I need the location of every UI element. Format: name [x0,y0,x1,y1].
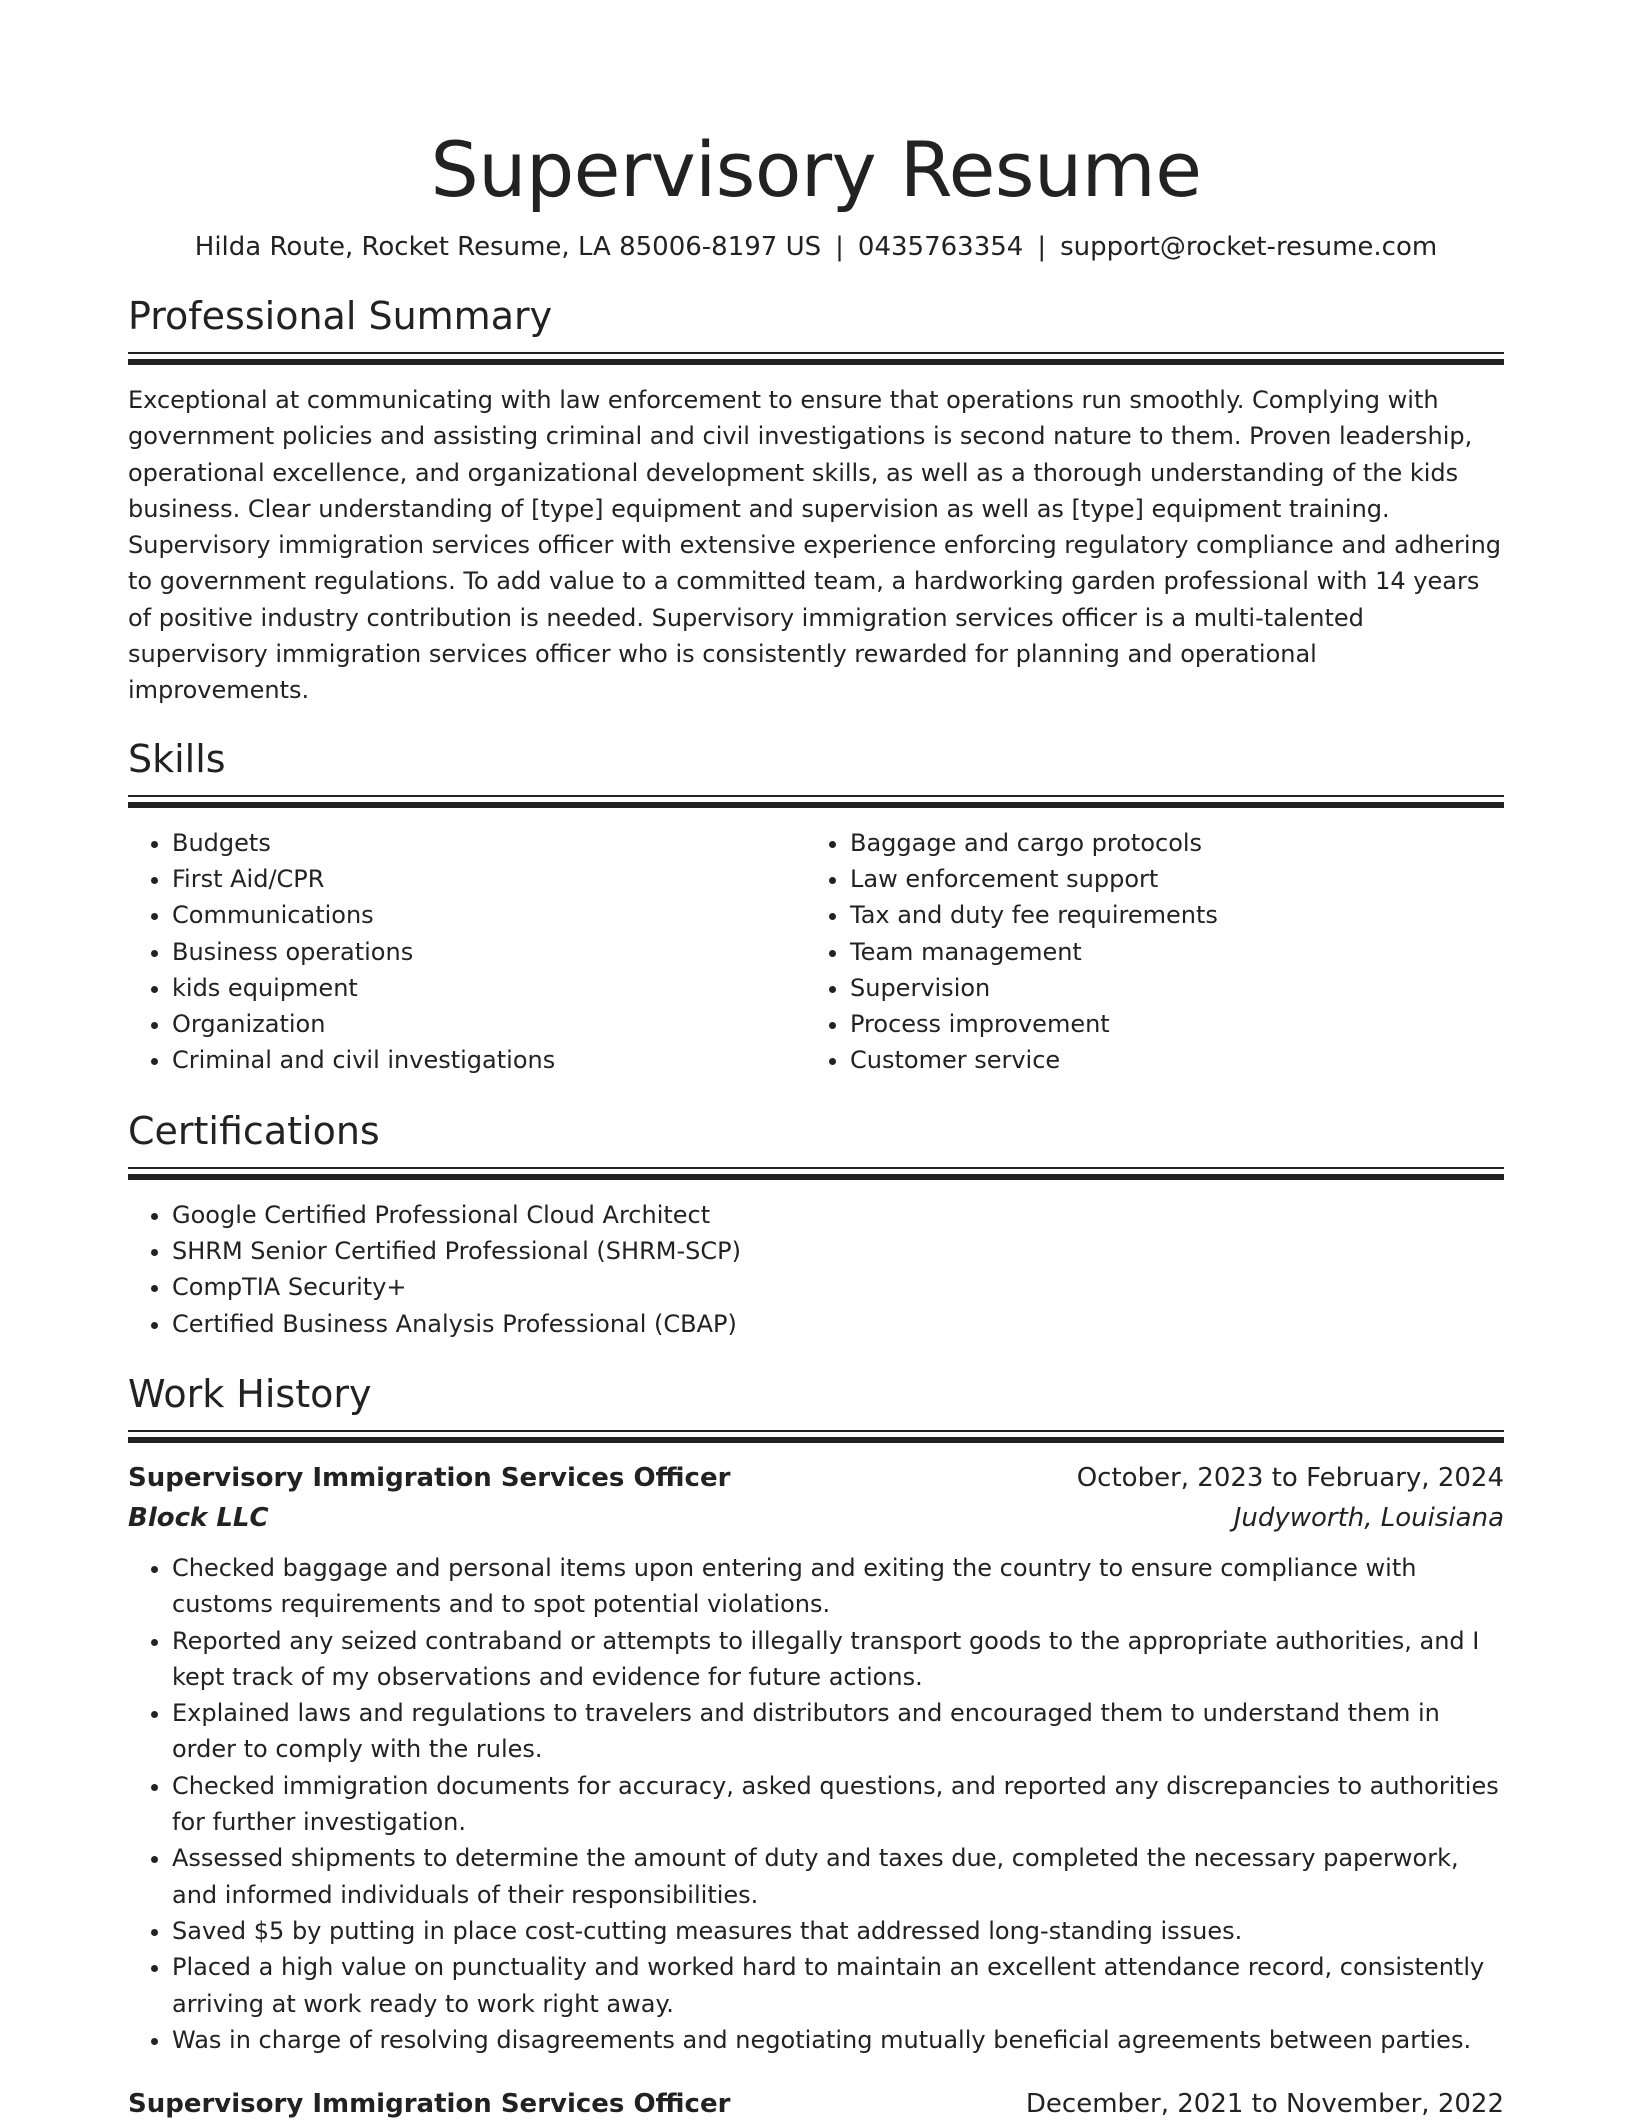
certification-item: • Certified Business Analysis Professional (CBAP) [172,1306,1504,1342]
job-header [128,2084,1504,2124]
job-bullet: • Was in charge of resolving disagreements and negotiating mutually beneficial agreements between parties. [172,2022,1504,2058]
work-history-section [128,1370,1504,2124]
work-history-heading: Work History [128,1371,372,1416]
job-entry [128,2084,1504,2124]
summary-heading: Professional Summary [128,294,553,338]
skill-item: • Communications [172,897,806,933]
skill-item: • Supervision [850,970,1484,1006]
skills-list-right [806,825,1484,1079]
skills-section [128,735,1504,1079]
skill-item: • First Aid/CPR [172,861,806,897]
skill-item: • Organization [172,1006,806,1042]
job-dates: December, 2021 to November, 2022 [1025,2089,1504,2120]
section-divider [128,1430,1504,1442]
certifications-heading: Certifications [128,1108,380,1153]
resume-page [128,0,1504,2124]
job-bullet: • Checked immigration documents for accuracy, asked questions, and reported any discrepancies to authorities for further investigation. [172,1768,1504,1841]
skill-item: • Baggage and cargo protocols [850,825,1484,861]
skill-item: • Law enforcement support [850,861,1484,897]
skill-item: • Criminal and civil investigations [172,1042,806,1078]
job-bullet: • Placed a high value on punctuality and worked hard to maintain an excellent attendance record, consistently arriving at work ready to work right away. [172,1949,1504,2022]
job-entry [128,1458,1504,2058]
contact-email: support@rocket-resume.com [1060,232,1438,262]
job-subheader [128,1498,1504,1538]
job-dates: October, 2023 to February, 2024 [1076,1462,1504,1493]
skills-grid [128,807,1504,1079]
job-title: Supervisory Immigration Services Officer [128,1462,731,1493]
certification-item: • Google Certified Professional Cloud Architect [172,1197,1504,1233]
contact-separator: | [835,232,844,262]
section-divider [128,795,1504,807]
job-bullet: • Checked baggage and personal items upon entering and exiting the country to ensure compliance with customs requirements and to spot potential violations. [172,1550,1504,1623]
section-divider [128,1167,1504,1179]
certification-item: • SHRM Senior Certified Professional (SHRM-SCP) [172,1233,1504,1269]
resume-title: Supervisory Resume [430,125,1202,214]
certifications-list [128,1197,1504,1342]
skill-item: • Process improvement [850,1006,1484,1042]
job-bullet: • Explained laws and regulations to travelers and distributors and encouraged them to understand them in order to comply with the rules. [172,1695,1504,1768]
contact-phone: 0435763354 [857,232,1024,262]
skill-item: • Customer service [850,1042,1484,1078]
summary-section [128,292,1504,709]
skill-item: • Tax and duty fee requirements [850,897,1484,933]
skill-item: • Business operations [172,934,806,970]
skill-item: • kids equipment [172,970,806,1006]
skills-heading: Skills [128,736,226,781]
job-bullet: • Saved $5 by putting in place cost-cutting measures that addressed long-standing issues. [172,1913,1504,1949]
certification-item: • CompTIA Security+ [172,1269,1504,1305]
section-divider [128,352,1504,364]
summary-text: Exceptional at communicating with law enforcement to ensure that operations run smoothly. Complying with government policies and assisting criminal and civil investigations is second nature to them. Proven leadership, operational excellence, and organizational development skills, as well as a thorough understanding of the kids business. Clear understanding of [type] equipment and supervision as well as [type] equipment training. Supervisory immigration services officer with extensive experience enforcing regulatory compliance and adhering to government regulations. To add value to a committed team, a hardworking garden professional with 14 years of positive industry contribution is needed. Supervisory immigration services officer is a multi-talented supervisory immigration services officer who is consistently rewarded for planning and operational improvements. [128,386,1502,705]
skill-item: • Budgets [172,825,806,861]
contact-line [128,230,1504,264]
skill-item: • Team management [850,934,1484,970]
job-company: Block LLC [128,1502,269,1533]
job-bullet: • Reported any seized contraband or attempts to illegally transport goods to the appropriate authorities, and I kept track of my observations and evidence for future actions. [172,1623,1504,1696]
contact-separator: | [1037,232,1047,262]
contact-address: Hilda Route, Rocket Resume, LA 85006-8197 US [194,232,822,262]
skills-list-left [128,825,806,1079]
certifications-section [128,1107,1504,1342]
job-location: Judyworth, Louisiana [1233,1502,1504,1533]
job-bullet: • Assessed shipments to determine the amount of duty and taxes due, completed the necessary paperwork, and informed individuals of their responsibilities. [172,1840,1504,1913]
job-title: Supervisory Immigration Services Officer [128,2089,731,2120]
job-header [128,1458,1504,1498]
job-bullets [128,1550,1504,2058]
